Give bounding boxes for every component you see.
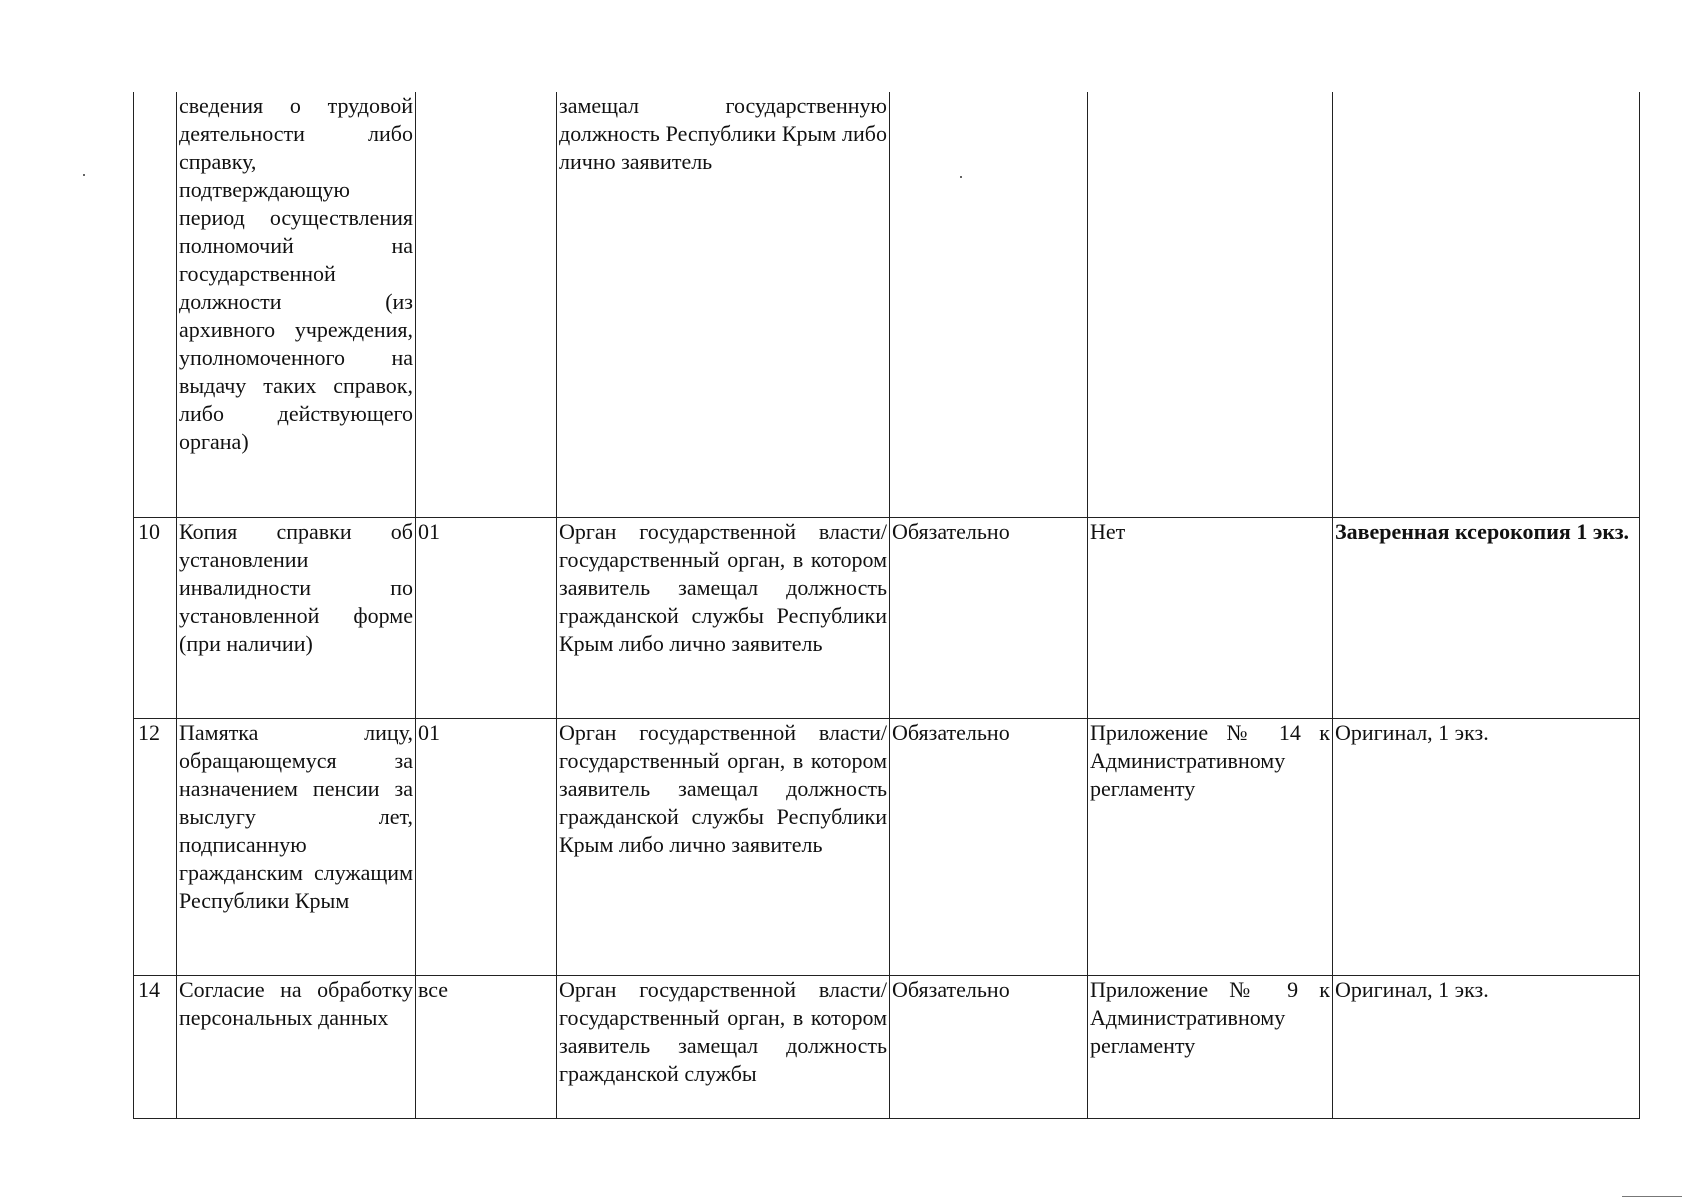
cell-form [1088,92,1333,517]
cell-status [890,92,1088,517]
cell-form: Приложение № 9 к Административному регламенту [1088,975,1333,1118]
cell-status: Обязательно [890,718,1088,975]
table-row [134,975,1640,1118]
scan-speck [960,176,962,178]
cell-status: Обязательно [890,975,1088,1118]
cell-document-name: Копия справки об установлении инвалидности по установленной форме (при наличии) [177,517,416,718]
cell-copy-type: Оригинал, 1 экз. [1333,718,1640,975]
scan-speck [83,174,85,176]
table-row [134,92,1640,517]
cell-document-name: Памятка лицу, обращающемуся за назначением пенсии за выслугу лет, подписанную гражданским служащим Республики Крым [177,718,416,975]
cell-copy-type [1333,92,1640,517]
cell-number: 14 [134,975,177,1118]
table-row [134,718,1640,975]
cell-source: Орган государственной власти/государственный орган, в котором заявитель замещал должность гражданской службы Республики Крым либо лично заявитель [557,517,890,718]
cell-number: 12 [134,718,177,975]
cell-form: Нет [1088,517,1333,718]
cell-document-name: сведения о трудовой деятельности либо справку, подтверждающую период осуществления полномочий на государственной должности (из архивного учреждения, уполномоченного на выдачу таких справок, либо действующего органа) [177,92,416,517]
page-edge-mark [1622,1196,1682,1197]
cell-document-name: Согласие на обработку персональных данных [177,975,416,1118]
cell-source: замещал государственную должность Республики Крым либо лично заявитель [557,92,890,517]
cell-copy-type: Заверенная ксерокопия 1 экз. [1333,517,1640,718]
cell-number: 10 [134,517,177,718]
cell-source: Орган государственной власти/государственный орган, в котором заявитель замещал должность гражданской службы Республики Крым либо лично заявитель [557,718,890,975]
document-table [133,92,1640,1119]
cell-copy-type: Оригинал, 1 экз. [1333,975,1640,1118]
cell-code: 01 [416,718,557,975]
cell-number [134,92,177,517]
cell-code: 01 [416,517,557,718]
cell-status: Обязательно [890,517,1088,718]
table-row [134,517,1640,718]
cell-code [416,92,557,517]
cell-code: все [416,975,557,1118]
cell-form: Приложение № 14 к Административному регламенту [1088,718,1333,975]
cell-source: Орган государственной власти/государственный орган, в котором заявитель замещал должность гражданской службы [557,975,890,1118]
